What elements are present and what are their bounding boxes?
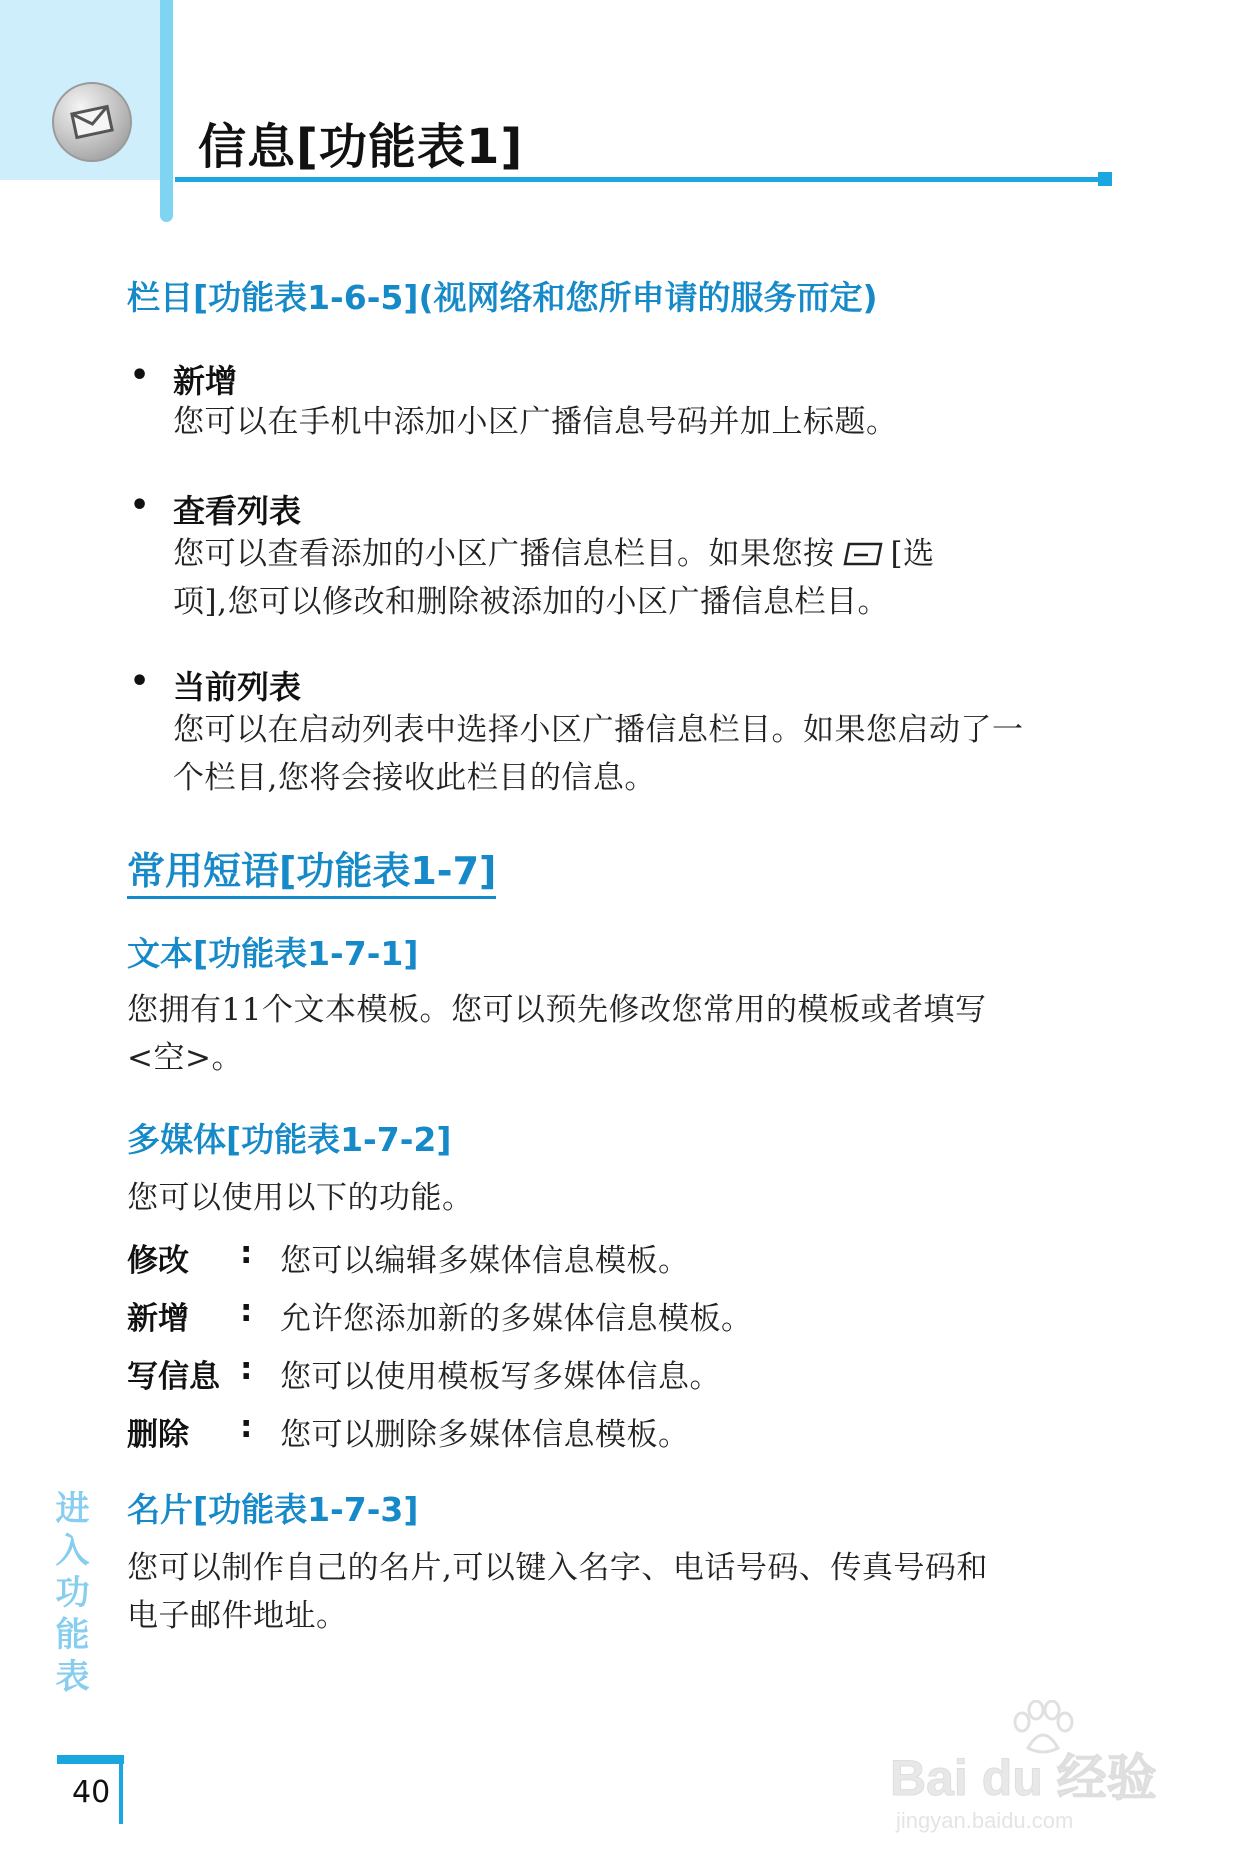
- term-desc-delete: 您可以删除多媒体信息模板。: [280, 1417, 690, 1453]
- page-tab-stem: [119, 1764, 123, 1824]
- term-colon: :: [240, 1235, 253, 1271]
- page-title: 信息[功能表1]: [198, 119, 524, 175]
- item-text-current-list-line2: 个栏目,您将会接收此栏目的信息。: [173, 760, 656, 796]
- section-heading-templates-text: 常用短语[功能表1-7]: [127, 849, 496, 899]
- section-heading-text: 文本[功能表1-7-1]: [127, 934, 419, 973]
- side-label: 进入功能表: [49, 1490, 89, 1700]
- item-text-view-list-line1: [173, 530, 935, 578]
- title-rule-end: [1098, 172, 1112, 186]
- item-label-add: 新增: [173, 362, 238, 400]
- watermark-logo: Bai du 经验: [890, 1750, 1157, 1806]
- term-write-message: 写信息: [127, 1359, 220, 1395]
- item-text-current-list-line1: 您可以在启动列表中选择小区广播信息栏目。如果您启动了一: [173, 712, 1024, 748]
- term-delete: 删除: [127, 1417, 189, 1453]
- business-card-line1: 您可以制作自己的名片,可以键入名字、电话号码、传真号码和: [127, 1550, 988, 1586]
- bullet: •: [130, 488, 150, 523]
- term-add: 新增: [127, 1301, 189, 1337]
- section-heading-templates: [127, 840, 496, 895]
- term-desc-edit: 您可以编辑多媒体信息模板。: [280, 1243, 690, 1279]
- multimedia-intro: 您可以使用以下的功能。: [127, 1180, 474, 1216]
- text-templates-line2: <空>。: [127, 1040, 243, 1076]
- term-desc-write-message: 您可以使用模板写多媒体信息。: [280, 1359, 721, 1395]
- item-text-view-list-line2: 项],您可以修改和删除被添加的小区广播信息栏目。: [173, 584, 889, 620]
- bullet: •: [130, 358, 150, 393]
- corner-bar: [160, 0, 173, 222]
- watermark-url: jingyan.baidu.com: [896, 1808, 1074, 1833]
- item-label-view-list: 查看列表: [173, 492, 302, 530]
- term-desc-add: 允许您添加新的多媒体信息模板。: [280, 1301, 753, 1337]
- title-rule: [175, 177, 1110, 182]
- term-colon: :: [240, 1351, 253, 1387]
- page-number: 40: [72, 1775, 111, 1810]
- section-heading-business-card: 名片[功能表1-7-3]: [127, 1490, 419, 1529]
- page-tab: [57, 1755, 124, 1764]
- text-templates-line1: 您拥有11个文本模板。您可以预先修改您常用的模板或者填写: [127, 992, 987, 1028]
- envelope-icon: [52, 82, 132, 162]
- term-colon: :: [240, 1409, 253, 1445]
- section-heading-multimedia: 多媒体[功能表1-7-2]: [127, 1120, 452, 1159]
- section-heading-cell-broadcast: 栏目[功能表1-6-5](视网络和您所申请的服务而定): [127, 278, 878, 317]
- business-card-line2: 电子邮件地址。: [127, 1598, 348, 1634]
- item-text-view-list-before: 您可以查看添加的小区广播信息栏目。如果您按: [173, 536, 835, 572]
- item-text-view-list-after: [选: [890, 536, 935, 572]
- term-edit: 修改: [127, 1243, 189, 1279]
- watermark: [890, 1700, 1180, 1840]
- item-label-current-list: 当前列表: [173, 668, 302, 706]
- bullet: •: [130, 664, 150, 699]
- soft-key-icon: [841, 541, 885, 567]
- term-colon: :: [240, 1293, 253, 1329]
- item-text-add: 您可以在手机中添加小区广播信息号码并加上标题。: [173, 404, 898, 440]
